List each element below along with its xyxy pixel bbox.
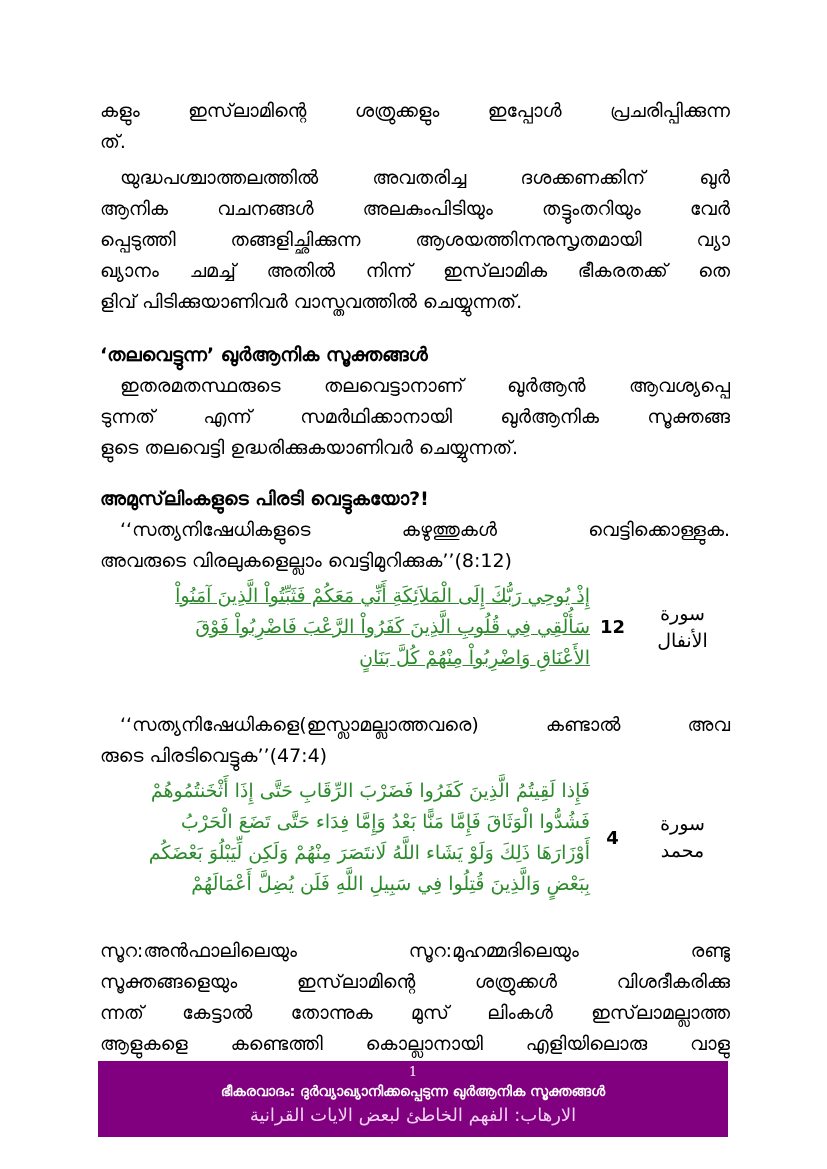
section-heading-1: ‘തലവെട്ടുന്ന’ ഖുര്‍ആനിക സൂക്തങ്ങള്‍ [100,344,428,366]
text-line: ആനിക വചനങ്ങള്‍ അലകുംപിടിയും തട്ടുംതറിയും വേര്‍ [100,198,730,220]
arabic-line: سَأُلْقِي فِي قُلُوبِ الَّذِينَ كَفَرُواْ الرَّعْبَ فَاضْرِبُواْ فَوْقَ [195,616,590,638]
arabic-line: أَوْزَارَهَا ذَلِكَ وَلَوْ يَشَاء اللَّهُ لَانتَصَرَ مِنْهُمْ وَلَكِن لِّيَبْلُوَ بَعْضَكُم [148,842,590,864]
surah-label: سورة [660,602,705,625]
page-number: 1 [408,1065,418,1080]
quran-quote-anfal [100,581,730,674]
arabic-line: الأَعْنَاقِ وَاضْرِبُواْ مِنْهُمْ كُلَّ بَنَانٍ [359,647,590,669]
text-line: അവരുടെ വിരലുകളെല്ലാം വെട്ടിമുറിക്കുക’’(8:12) [100,550,512,572]
surah-title: محمد [660,840,705,862]
quran-quote-muhammad [100,776,730,900]
section-heading-2: അമുസ്‌ലിംകളുടെ പിരടി വെട്ടുകയോ?! [100,488,429,510]
paragraph-2 [100,163,730,318]
text-line: ‘‘സത്യനിഷേധികളെ(ഇസ്ലാമല്ലാത്തവരെ) കണ്ടാല്‍ അവ [120,714,730,736]
verse-number: 12 [599,617,626,638]
text-line: പ്പെടുത്തി തങ്ങളിച്ഛിക്കുന്ന ആശയത്തിനനുസൃതമായി വ്യാ [100,229,730,251]
text-line: ‘‘സത്യനിഷേധികളുടെ കഴുത്തുകള്‍ വെട്ടിക്കൊള്ളുക. [120,519,730,541]
text-line: സൂറ:അന്‍ഫാലിലെയും സൂറ:മുഹമ്മദിലെയും രണ്ടു [100,940,730,962]
arabic-line: بِبَعْضٍ وَالَّذِينَ قُتِلُوا فِي سَبِيلِ اللَّهِ فَلَن يُضِلَّ أَعْمَالَهُمْ [191,873,590,895]
surah-name [635,811,730,865]
paragraph-1 [100,96,730,158]
footer-title-malayalam: ഭീകരവാദം: ദുര്‍വ്യാഖ്യാനിക്കപ്പെടുന്ന ഖുര്‍ആനിക സൂക്തങ്ങള്‍ [220,1084,606,1100]
text-line: ളുടെ തലവെട്ടി ഉദ്ധരിക്കുകയാണിവര്‍ ചെയ്യുന്നത്. [100,437,519,459]
text-line: ഖ്യാനം ചമച്ച് അതില്‍ നിന്ന് ഇസ്‌ലാമിക ഭീകരതക്ക് തെ [100,260,730,282]
paragraph-5 [100,710,730,772]
paragraph-4 [100,515,730,577]
footer-title-arabic: الارهاب: الفهم الخاطئ لبعض الايات القرانية [249,1105,577,1126]
text-line: യുദ്ധപശ്ചാത്തലത്തില്‍ അവതരിച്ച ദശക്കണക്കിന് ഖുര്‍ [120,167,730,189]
arabic-line: إِذْ يُوحِي رَبُّكَ إِلَى الْمَلاَئِكَةِ أَنِّي مَعَكُمْ فَثَبِّتُواْ الَّذِينَ آمَنُواْ [175,585,590,607]
text-line: ന്നത് കേട്ടാല്‍ തോന്നുക മുസ് ലിംകള്‍ ഇസ്‌ലാമല്ലാത്ത [100,1002,730,1024]
text-line: കളും ഇസ്‌ലാമിന്റെ ശത്രുക്കളും ഇപ്പോള്‍ പ്രചരിപ്പിക്കുന്ന [100,100,730,122]
verse-number: 4 [606,827,619,849]
text-line: ടുന്നത് എന്ന് സമര്‍ഥിക്കാനായി ഖുര്‍ആനിക സൂക്തങ്ങ [100,406,730,428]
arabic-verse-text [100,776,590,900]
text-line: ആളുകളെ കണ്ടെത്തി കൊല്ലാനായി എളിയിലൊരു വാളു [100,1033,730,1055]
arabic-line: فَإِذا لَقِيتُمُ الَّذِينَ كَفَرُوا فَضَرْبَ الرِّقَابِ حَتَّى إِذَا أَثْخَنتُمُوهُمْ [150,780,590,802]
text-line: ത്. [100,131,126,153]
surah-title: الأنفال [657,629,708,652]
arabic-line: فَشُدُّوا الْوَثَاقَ فَإِمَّا مَنًّا بَعْدُ وَإِمَّا فِدَاء حَتَّى تَضَعَ الْحَرْبُ [180,811,590,833]
text-line: സൂക്തങ്ങളെയും ഇസ്‌ലാമിന്റെ ശത്രുക്കള്‍ വിശദീകരിക്കു [100,971,730,993]
text-line: രുടെ പിരടിവെട്ടുക’’(47:4) [100,745,328,767]
page-content [100,96,730,1091]
surah-label: سورة [660,813,705,835]
surah-name [635,601,730,655]
text-line: ഇതരമതസ്ഥരുടെ തലവെട്ടാനാണ് ഖുര്‍ആന്‍ ആവശ്യപ്പെ [120,375,730,397]
text-line: ളിവ് പിടിക്കുയാണിവര്‍ വാസ്തവത്തില്‍ ചെയ്യുന്നത്. [100,291,523,313]
paragraph-3 [100,371,730,464]
page-footer [98,1061,728,1137]
arabic-verse-text [100,581,590,674]
